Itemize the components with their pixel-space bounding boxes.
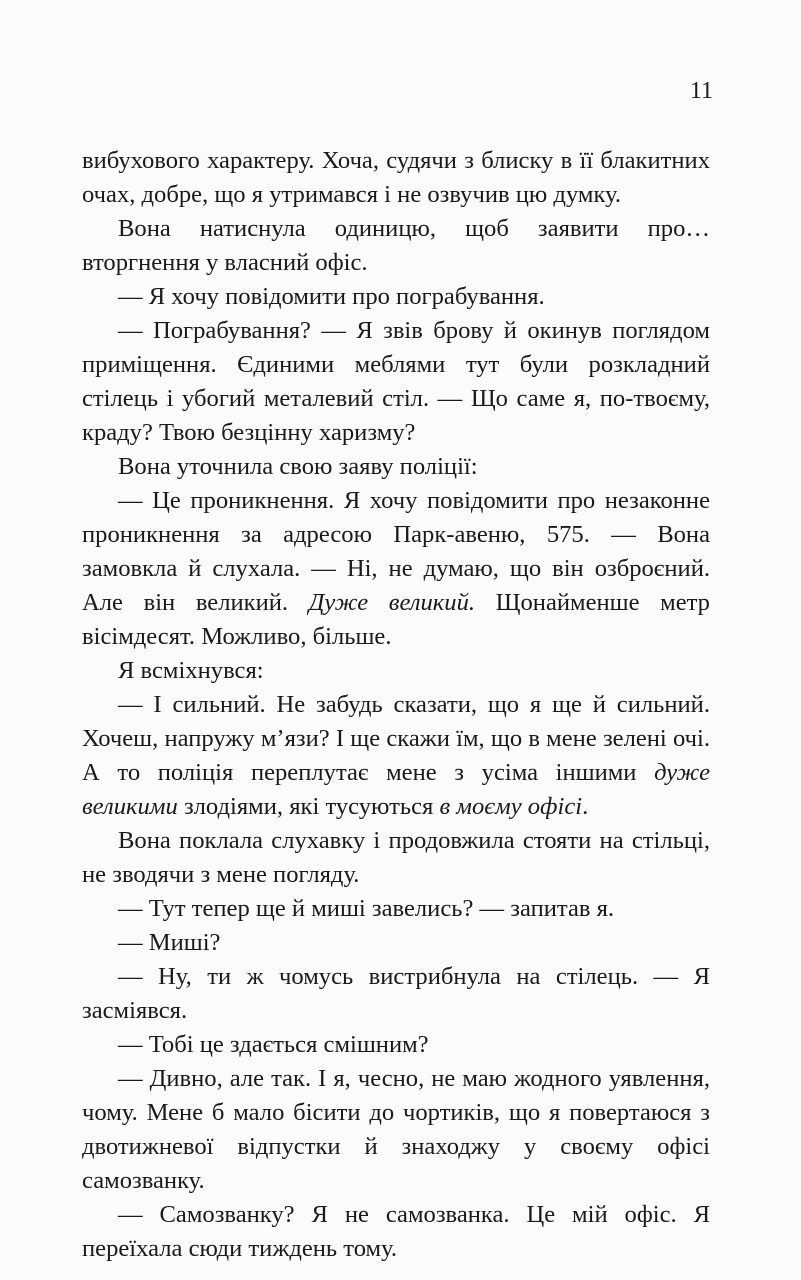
text-run: — І сильний. Не забудь сказати, що я ще й сильний. Хочеш, напружу м’язи? І ще скажи їм, що в мене зелені очі. А то поліція переплутає мене з усіма іншими (82, 691, 710, 786)
text-run: злодіями, які тусуються (177, 793, 440, 820)
paragraph (82, 824, 710, 892)
text-run: Я всміхнувся: (118, 657, 264, 684)
text-run: вибухового характеру. Хоча, судячи з блиску в її блакитних очах, добре, що я утримався і не озвучив цю думку. (82, 147, 710, 208)
paragraph (82, 688, 710, 824)
paragraph (82, 960, 710, 1028)
text-run-italic: Дуже великий. (308, 589, 476, 616)
paragraph (82, 654, 710, 688)
text-run: Щонайменше метр вісімдесят. Можливо, більше. (82, 589, 710, 650)
paragraph (82, 450, 710, 484)
paragraph (82, 1062, 710, 1198)
text-run: . (582, 793, 589, 820)
paragraph (82, 212, 710, 280)
text-run: — Дивно, але так. І я, чесно, не маю жодного уявлення, чому. Мене б мало бісити до чортиків, що я повертаюся з двотижневої відпустки й знаходжу у своєму офісі самозванку. (82, 1065, 710, 1194)
paragraph (82, 892, 710, 926)
paragraph (82, 314, 710, 450)
page-number: 11 (689, 78, 713, 104)
text-run: — Ну, ти ж чомусь вистрибнула на стілець. — Я засміявся. (82, 963, 710, 1024)
text-run: Вона натиснула одиницю, щоб заявити про… вторгнення у власний офіс. (82, 215, 710, 276)
text-run: Вона поклала слухавку і продовжила стояти на стільці, не зводячи з мене погляду. (82, 827, 710, 888)
paragraph (82, 144, 710, 212)
paragraph (82, 280, 710, 314)
text-run: — Миші? (118, 929, 221, 956)
paragraph (82, 484, 710, 654)
text-run: — Самозванку? Я не самозванка. Це мій офіс. Я переїхала сюди тиждень тому. (82, 1201, 710, 1262)
text-run-italic: в моєму офісі (439, 793, 583, 820)
body-text (82, 144, 710, 1266)
text-run: — Тут тепер ще й миші завелись? — запитав я. (118, 895, 615, 922)
text-run: — Я хочу повідомити про пограбування. (118, 283, 545, 310)
text-run: — Тобі це здається смішним? (118, 1031, 429, 1058)
text-run: — Пограбування? — Я звів брову й окинув поглядом приміщення. Єдиними меблями тут були розкладний стілець і убогий металевий стіл. — Що саме я, по-твоєму, краду? Твою безцінну харизму? (82, 317, 710, 446)
text-run: — Це проникнення. Я хочу повідомити про незаконне проникнення за адресою Парк-авеню, 575. — Вона замовкла й слухала. — Ні, не думаю, що він озброєний. Але він великий. (82, 487, 710, 616)
paragraph (82, 926, 710, 960)
text-run: Вона уточнила свою заяву поліції: (118, 453, 478, 480)
paragraph (82, 1028, 710, 1062)
text-run-italic: дуже великими (82, 759, 710, 820)
paragraph (82, 1198, 710, 1266)
